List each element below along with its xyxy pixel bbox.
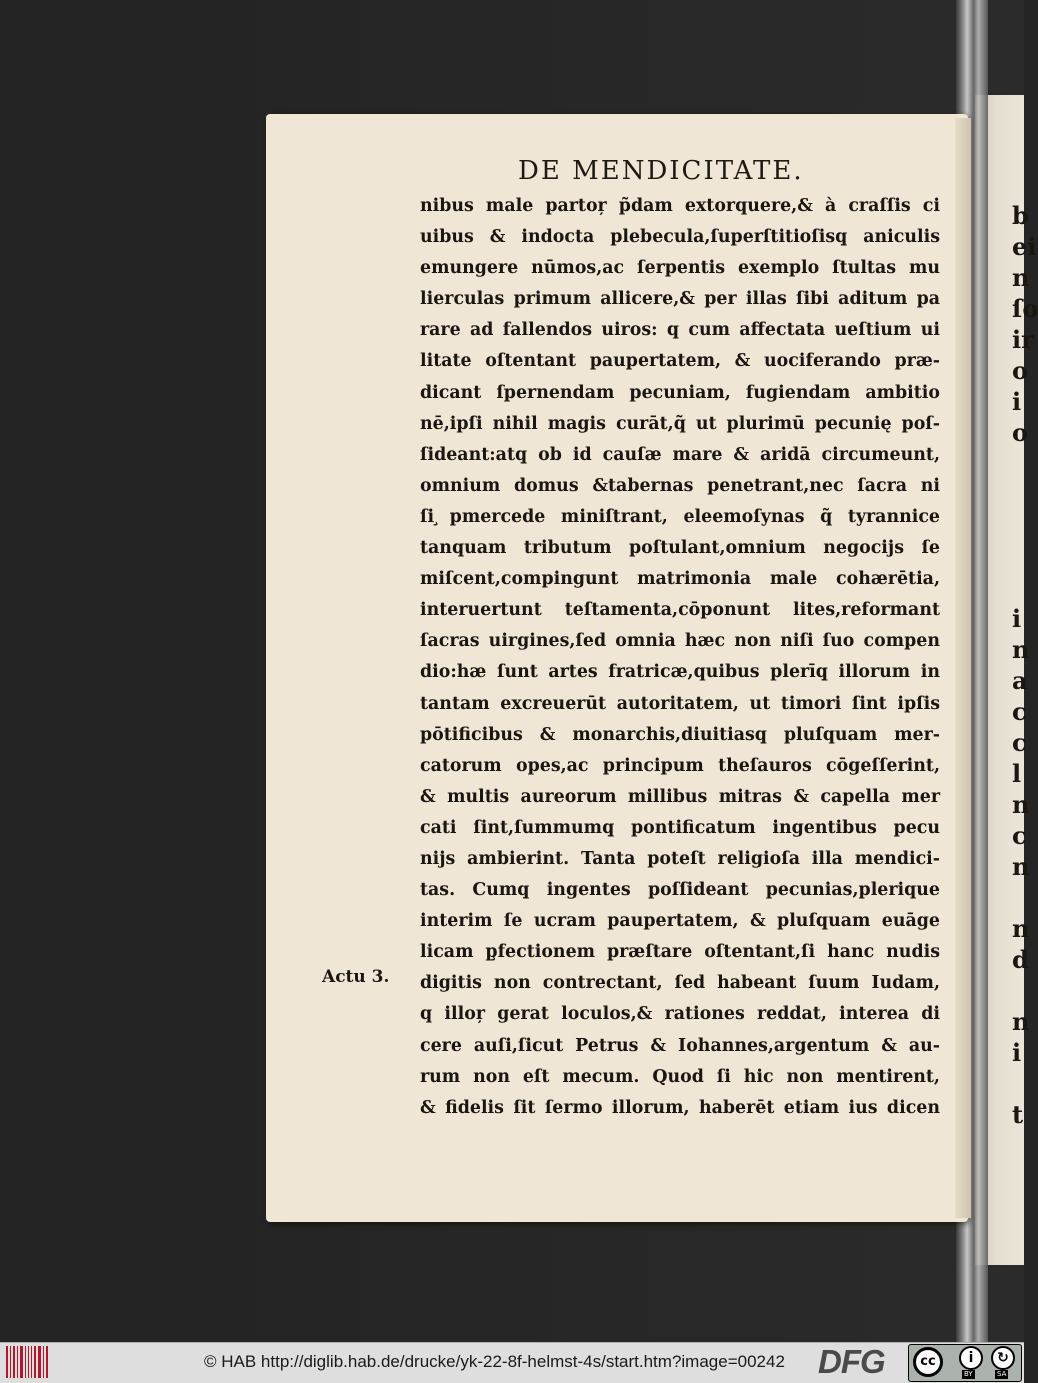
cc-sa-label: SA <box>997 1370 1007 1378</box>
body-text <box>420 191 940 1124</box>
facing-letter: ſo <box>1012 294 1038 323</box>
facing-letter: n <box>1012 914 1030 943</box>
barcode-bar <box>46 1346 48 1378</box>
text-line: emungere nūmos,ac ſerpentis exemplo ſtultas mu <box>420 258 940 279</box>
text-line: catorum opes,ac principum theſauros cōgeſſerint, <box>420 755 940 776</box>
text-line: rare ad fallendos uiros: q cum affectata ueſtium ui <box>420 320 940 341</box>
cc-by-label: BY <box>964 1370 973 1378</box>
facing-letter: t <box>1012 1100 1024 1129</box>
text-line: licam p̧fectionem præſtare oſtentant,ſi hanc nudis <box>420 942 940 963</box>
facing-letter: n <box>1012 790 1030 819</box>
barcode-bar <box>38 1346 41 1378</box>
text-line: pōtificibus & monarchis,diuitiasq̧ pluſquam mer- <box>420 724 940 745</box>
marginal-note: Actu 3. <box>322 967 390 987</box>
facing-letter: n <box>1012 635 1030 664</box>
facing-letter <box>1012 479 1026 510</box>
dfg-logo[interactable]: DFG <box>818 1343 885 1380</box>
text-line: q illoŗ gerat loculos,& rationes reddat, interea di <box>420 1004 940 1025</box>
barcode-bar <box>25 1346 26 1378</box>
text-line: digitis non contrectant, ſed habeant ſuum Iudam, <box>420 973 940 994</box>
facing-letter <box>1012 882 1026 913</box>
text-line: lierculas primum allicere,& per illas ſibi aditum pa <box>420 289 940 310</box>
barcode-bar <box>20 1346 23 1378</box>
text-line: uibus & indocta plebecula,ſuperſtitioſisq̧ aniculis <box>420 227 940 248</box>
facing-letter <box>1012 975 1026 1006</box>
cc-by-icon: i <box>959 1346 983 1370</box>
barcode-bar <box>6 1346 8 1378</box>
barcode-bar <box>17 1346 18 1378</box>
text-line: dicant ſpernendam pecuniam, fugiendam ambitio <box>420 382 940 403</box>
text-line: cere auſi,ſicut Petrus & Iohannes,argentum & au- <box>420 1035 940 1056</box>
facing-page-text <box>1012 200 1038 1130</box>
barcode-bar <box>28 1346 30 1378</box>
barcode-bar <box>13 1346 15 1378</box>
facing-letter: i <box>1012 1038 1022 1067</box>
facing-letter: ir <box>1012 325 1034 354</box>
text-line: rum non eſt mecum. Quod ſi hic non mentirent, <box>420 1066 940 1087</box>
facing-letter <box>1012 1068 1026 1099</box>
facing-letter <box>1012 541 1026 572</box>
text-line: interim ſe ucram paupertatem, & pluſquam euāge <box>420 911 940 932</box>
barcode-icon <box>6 1346 48 1378</box>
facing-letter: n <box>1012 852 1030 881</box>
facing-letter: n <box>1012 1007 1030 1036</box>
facing-letter <box>1012 510 1026 541</box>
text-line: litate oſtentant paupertatem, & uociferando præ- <box>420 351 940 372</box>
facing-letter: a <box>1012 666 1028 695</box>
barcode-bar <box>43 1346 44 1378</box>
text-line: omnium domus &tabernas penetrant,nec ſacra ni <box>420 475 940 496</box>
text-line: ſi ̧pmercede miniſtrant, eleemoſynas q̃ tyrannice <box>420 506 940 527</box>
text-line: & multis aureorum millibus mitras & capella mer <box>420 786 940 807</box>
text-line: tas. Cumq̧ ingentes poſſideant pecunias,plerique <box>420 880 940 901</box>
facing-letter: i <box>1012 387 1022 416</box>
facing-letter: c <box>1012 728 1027 757</box>
facing-letter: b <box>1012 201 1029 230</box>
credit-link[interactable]: © HAB http://diglib.hab.de/drucke/yk-22-8f-helmst-4s/start.htm?image=00242 <box>204 1352 785 1371</box>
barcode-bar <box>31 1346 32 1378</box>
cc-license-badge[interactable] <box>908 1344 1022 1382</box>
cc-icon: cc <box>913 1347 943 1377</box>
facing-letter: c <box>1012 821 1027 850</box>
text-line: tantam excreuerūt autoritatem, ut timori ſint ipſis <box>420 693 940 714</box>
facing-letter: i <box>1012 604 1022 633</box>
facing-letter <box>1012 448 1026 479</box>
cc-sa-icon: ↻ <box>991 1346 1015 1370</box>
facing-letter: n <box>1012 263 1030 292</box>
facing-letter: o <box>1012 356 1029 385</box>
barcode-bar <box>10 1346 11 1378</box>
facing-letter: c <box>1012 697 1027 726</box>
text-line: & fidelis ſit ſermo illorum, haberēt etiam ius dicen <box>420 1097 940 1118</box>
text-line: ſacras uirgines,ſed omnia hæc non niſi ſuo compen <box>420 631 940 652</box>
facing-letter: o <box>1012 418 1029 447</box>
text-line: ſideant:atq̧ ob id cauſæ mare & aridā circumeunt, <box>420 444 940 465</box>
text-line: dio:hæ ſunt artes fratricæ,quibus plerīq̧ illorum in <box>420 662 940 683</box>
facing-letter: d <box>1012 945 1029 974</box>
text-line: miſcent,compingunt matrimonia male cohærētia, <box>420 569 940 590</box>
text-line: cati ſint,ſummumq̧ pontificatum ingentibus pecu <box>420 817 940 838</box>
facing-letter: ei <box>1012 232 1037 261</box>
text-line: tanquam tributum poſtulant,omnium negocijs ſe <box>420 538 940 559</box>
text-line: nijs ambierint. Tanta poteſt religioſa illa mendici- <box>420 848 940 869</box>
barcode-bar <box>34 1346 36 1378</box>
facing-letter: l <box>1012 759 1022 788</box>
text-line: interuertunt teſtamenta,cōponunt lites,reformant <box>420 600 940 621</box>
text-line: nē,ipſi nihil magis curāt,q̃ ut plurimū pecunię poſ- <box>420 413 940 434</box>
running-head: DE MENDICITATE. <box>518 156 804 186</box>
page-edge <box>955 118 971 1218</box>
facing-letter <box>1012 572 1026 603</box>
text-line: nibus male partoŗ p̃dam extorquere,& à craſſis ci <box>420 196 940 216</box>
